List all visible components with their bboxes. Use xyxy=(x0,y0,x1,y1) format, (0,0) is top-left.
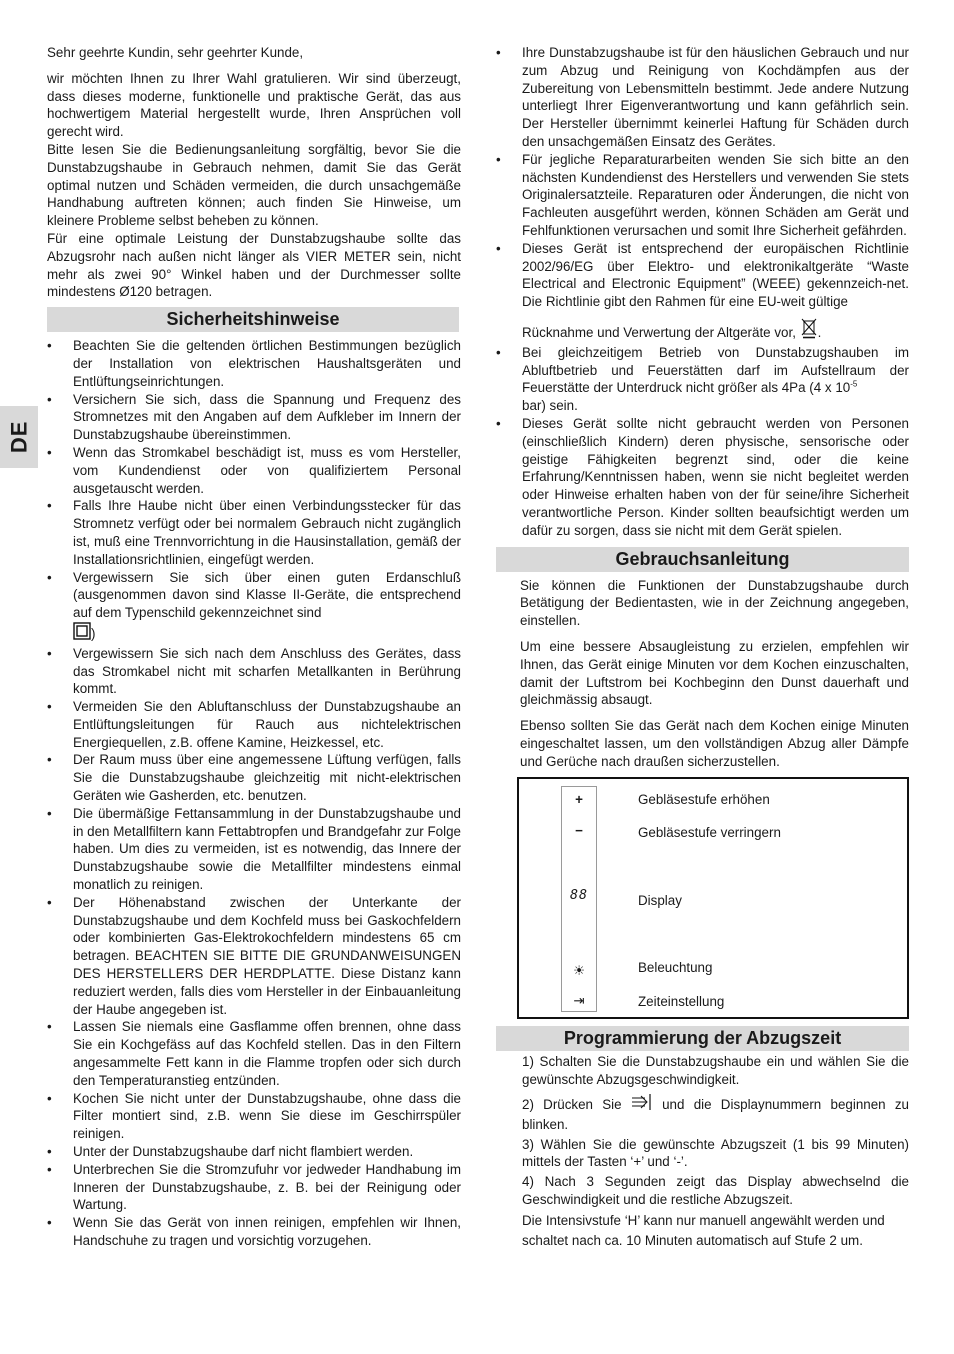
list-item xyxy=(47,1143,461,1161)
list-item-text: Der Höhenabstand zwischen der Unterkante der Dunstabzugshaube und dem Kochfeld muss bei Gaskochfeldern oder kombinierten Gas-Elektrokochfeldern mindestens 65 cm betragen. BEACHTEN SIE BITTE DIE GRUNDANWEISUNGEN DES HERSTELLERS DER HERDPLATTE. Diese Distanz kann reduziert werden, falls dies vom Hersteller in der Einbauanleitung der Haube angegeben ist. xyxy=(73,894,461,1017)
weee-bin-icon xyxy=(800,317,818,344)
safety-list xyxy=(47,337,461,1250)
list-item-text: Beachten Sie die geltenden örtlichen Bestimmungen bezüglich der Installation von elektrischen Haushaltsgeräten und Entlüftungseinrichtungen. xyxy=(73,338,461,389)
timer-icon: ⇥ xyxy=(573,993,585,1009)
list-item xyxy=(47,569,461,645)
list-item xyxy=(47,645,461,698)
usage-heading: Gebrauchsanleitung xyxy=(496,547,909,572)
program-step-2-start: 2) Drücken Sie xyxy=(522,1097,622,1113)
intro-paragraph-2: Bitte lesen Sie die Bedienungsanleitung sorgfältig, bevor Sie die Dunstabzugshaube in Gebrauch nehmen, damit Sie das Gerät optimal nutzen und Schäden vermeiden, die durch unsachgemäße Handhabung auftreten können; auch finden Sie Hinweise, um kleinere Probleme selbst beheben zu können. xyxy=(47,141,461,229)
usage-paragraph-2: Um eine bessere Absaugleistung zu erzielen, empfehlen wir Ihnen, das Gerät einige Minuten vor dem Kochen einzuschalten, damit der Luftstrom bei Kochbeginn den Dunst dauerhaft und gleichmässig absaugt. xyxy=(520,638,909,708)
class-ii-icon xyxy=(73,622,91,645)
usage-paragraph-1: Sie können die Funktionen der Dunstabzugshaube durch Betätigung der Bedientasten, wie in der Zeichnung angegeben, einstellen. xyxy=(520,577,909,629)
list-item-text: Bei gleichzeitigem Betrieb von Dunstabzugshauben im Abluftbetrieb und Feuerstätten darf im Aufstellraum der Feuerstätte der Unterdruck nicht größer als 4Pa (4 x 10 xyxy=(522,344,909,396)
list-item xyxy=(47,1090,461,1143)
intro-paragraph-3: Für eine optimale Leistung der Dunstabzugshaube sollte das Abzugsrohr nach außen nicht länger als VIER METER sein, nicht mehr als zwei 90° Winkel haben und der Durchmesser sollte mindestens Ø120 betragen. xyxy=(47,230,461,300)
pressure-exponent: -5 xyxy=(850,379,858,389)
list-item-text: Falls Ihre Haube nicht über einen Verbindungsstecker für das Stromnetz verfügt oder bei normalem Gebrauch nicht zugänglich ist, muß eine Trennvorrichtung in die Hausinstallation, gemäß der Installationsrichtlinien, eingefügt werden. xyxy=(73,498,461,567)
list-item-text: Lassen Sie niemals eine Gasflamme offen brennen, ohne dass Sie ein Kochgefäss auf das Kochfeld stellen. Das in den Filtern angesammelte Fett kann in die Flamme tropfen oder sich durch den Temperaturanstieg entzünden. xyxy=(73,1019,461,1088)
greeting: Sehr geehrte Kundin, sehr geehrter Kunde, xyxy=(47,45,304,60)
panel-label-timer: Zeiteinstellung xyxy=(638,994,725,1010)
program-step-2-end: und die Displaynummern beginnen zu blinken. xyxy=(522,1097,909,1132)
program-step-4: 4) Nach 3 Segunden zeigt das Display abwechselnd die Geschwindigkeit und die restliche Abzugszeit. xyxy=(522,1174,909,1208)
weee-end: . xyxy=(817,324,822,340)
list-item-text: Der Raum muss über eine angemessene Lüftung verfügen, falls Sie die Dunstabzugshaube gleichzeitig mit nicht-elektrischen Geräten wie Gasherden, etc. benutzen. xyxy=(73,752,461,804)
list-item-text: Ihre Dunstabzugshaube ist für den häuslichen Gebrauch und nur zum Abzug und Reinigung von Kochdämpfen aus der Zubereitung von Lebensmitteln bestimmt. Jede andere Nutzung unterliegt Ihrer Eigenverantwortung und kann gefährlich sein. Der Hersteller übernimmt keinerlei Haftung für Schäden durch den unsachgemäßen Einsatz des Gerätes. xyxy=(522,45,909,149)
list-item-text: Vergewissern Sie sich über einen guten Erdanschluß (ausgenommen davon sind Klasse II-Geräte, die entsprechend auf dem Typenschild gekennzeichnet sind xyxy=(73,569,461,621)
list-item xyxy=(47,751,461,804)
list-item-text: Unterbrechen Sie die Stromzufuhr vor jedweder Handhabung im Inneren der Dunstabzugshaube, z. B. bei der Reinigung oder Wartung. xyxy=(73,1161,461,1213)
language-tab xyxy=(0,406,38,468)
list-item xyxy=(47,337,461,390)
left-column xyxy=(47,44,461,1250)
list-item xyxy=(496,151,909,240)
class-ii-suffix: ) xyxy=(91,625,96,641)
program-step-2 xyxy=(522,1093,909,1134)
minus-icon: − xyxy=(575,823,583,839)
program-steps xyxy=(496,1053,909,1250)
safety-list-continued xyxy=(496,44,909,540)
list-item-text: Vergewissern Sie sich nach dem Anschluss des Gerätes, dass das Stromkabel nicht mit scharfen Metallkanten in Berührung kommt. xyxy=(73,645,461,697)
light-icon: ☀ xyxy=(572,963,585,979)
program-step-3: 3) Wählen Sie die gewünschte Abzugszeit (1 bis 99 Minuten) mittels der Tasten ‘+’ und ‘-’. xyxy=(522,1136,909,1170)
list-item xyxy=(47,1161,461,1214)
panel-label-fan-down: Gebläsestufe verringern xyxy=(638,825,781,841)
list-item xyxy=(47,444,461,497)
list-item-text: Wenn das Stromkabel beschädigt ist, muss es vom Hersteller, vom Kundendienst oder von qualifiziertem Personal ausgetauscht werden. xyxy=(73,444,461,496)
list-item-text: Versichern Sie sich, dass die Spannung und Frequenz des Stromnetzes mit den Angaben auf dem Aufkleber im Innern der Dunstabzugshaube übereinstimmen. xyxy=(73,391,461,443)
language-label: DE xyxy=(6,420,32,454)
plus-icon: + xyxy=(575,792,583,808)
list-item-text: Dieses Gerät ist entsprechend der europäischen Richtlinie 2002/96/EG über Elektro- und elektronikaltgeräte “Waste Electrical and Electronic Equipment” (WEEE) gekennzeich-net. Die Richtlinie gibt den Rahmen für eine EU-weit gültige xyxy=(522,240,909,310)
list-item xyxy=(496,344,909,415)
list-item xyxy=(496,44,909,151)
list-item xyxy=(47,894,461,1019)
list-item xyxy=(496,240,909,344)
program-note: Die Intensivstufe ‘H’ kann nur manuell angewählt werden und schaltet nach ca. 10 Minuten automatisch auf Stufe 2 um. xyxy=(522,1212,885,1248)
list-item-text: Vermeiden Sie den Abluftanschluss der Dunstabzugshaube an Entlüftungsleitungen für Rauch aus nichtelektrischen Energiequellen, z.B. offene Kamine, Heizkessel, etc. xyxy=(73,699,461,750)
list-item xyxy=(47,1018,461,1089)
list-item xyxy=(47,1214,461,1250)
panel-label-light: Beleuchtung xyxy=(638,960,713,976)
list-item-text: Unter der Dunstabzugshaube darf nicht flambiert werden. xyxy=(73,1144,414,1160)
control-panel-diagram xyxy=(517,777,909,1019)
list-item xyxy=(47,391,461,444)
panel-label-fan-up: Gebläsestufe erhöhen xyxy=(638,792,770,808)
right-column xyxy=(496,44,909,1253)
list-item xyxy=(47,698,461,751)
program-step-1: 1) Schalten Sie die Dunstabzugshaube ein und wählen Sie die gewünschte Abzugsgeschwindigkeit. xyxy=(522,1054,909,1088)
list-item-text: Für jegliche Reparaturarbeiten wenden Sie sich bitte an den nächsten Kundendienst des Herstellers und verwenden Sie stets Originalersatzteile. Reparaturen oder Änderungen, die nicht von Fachleuten ausgeführt werden, können Schäden am Gerät und Fehlfunktionen verursachen und somit Ihre Sicherheit gefährden. xyxy=(522,151,909,238)
intro-paragraph-1: wir möchten Ihnen zu Ihrer Wahl gratulieren. Wir sind überzeugt, dass dieses moderne, funktionelle und praktische Gerät, das aus hochwertigem Material hergestellt wurde, Ihren Ansprüchen voll gerecht wird. xyxy=(47,70,461,140)
list-item-text: Kochen Sie nicht unter der Dunstabzugshaube, ohne dass die Filter montiert sind, z.B. wenn Sie diese im Geschirrspüler reinigen. xyxy=(73,1090,461,1142)
program-heading: Programmierung der Abzugszeit xyxy=(496,1026,909,1051)
usage-paragraph-3: Ebenso sollten Sie das Gerät nach dem Kochen einige Minuten eingeschaltet lassen, um den vollständigen Abzug aller Dämpfe und Gerüche nach draußen sicherzustellen. xyxy=(520,718,909,769)
list-item xyxy=(496,415,909,540)
list-item-text: Dieses Gerät sollte nicht gebraucht werden von Personen (einschließlich Kindern) deren physische, sensorische oder geistige Fähigkeiten begrenzt sind, oder die keine Erfahrung/Kenntnissen haben, wenn sie nicht begleitet werden oder Hinweise erhalten haben von der für seine/ihre Sicherheit verantwortliche Person. Kinder sollten beaufsichtigt werden um dafür zu sorgen, dass sie nicht mit dem Gerät spielen. xyxy=(522,415,909,538)
panel-label-display: Display xyxy=(638,893,682,909)
safety-heading: Sicherheitshinweise xyxy=(47,307,459,332)
timer-icon xyxy=(631,1093,653,1116)
list-item-text: Wenn Sie das Gerät von innen reinigen, empfehlen wir Ihnen, Handschuhe zu tragen und vorsichtig vorzugehen. xyxy=(73,1215,461,1248)
weee-text: Rücknahme und Verwertung der Altgeräte vor, xyxy=(522,324,796,340)
list-item xyxy=(47,805,461,894)
list-item-text: Die übermäßige Fettansammlung in der Dunstabzugshaube und in den Metallfiltern kann Fettabtropfen und Brandgefahr zur Folge haben. Um dies zu vermeiden, ist es notwendig, das Innere der Dunstabzugshaube sowie die Metallfilter mindestens einmal monatlich zu reinigen. xyxy=(73,805,461,893)
pressure-end: bar) sein. xyxy=(522,398,578,414)
list-item xyxy=(47,497,461,568)
control-strip xyxy=(561,786,597,1012)
display-icon: 88 xyxy=(569,888,589,904)
